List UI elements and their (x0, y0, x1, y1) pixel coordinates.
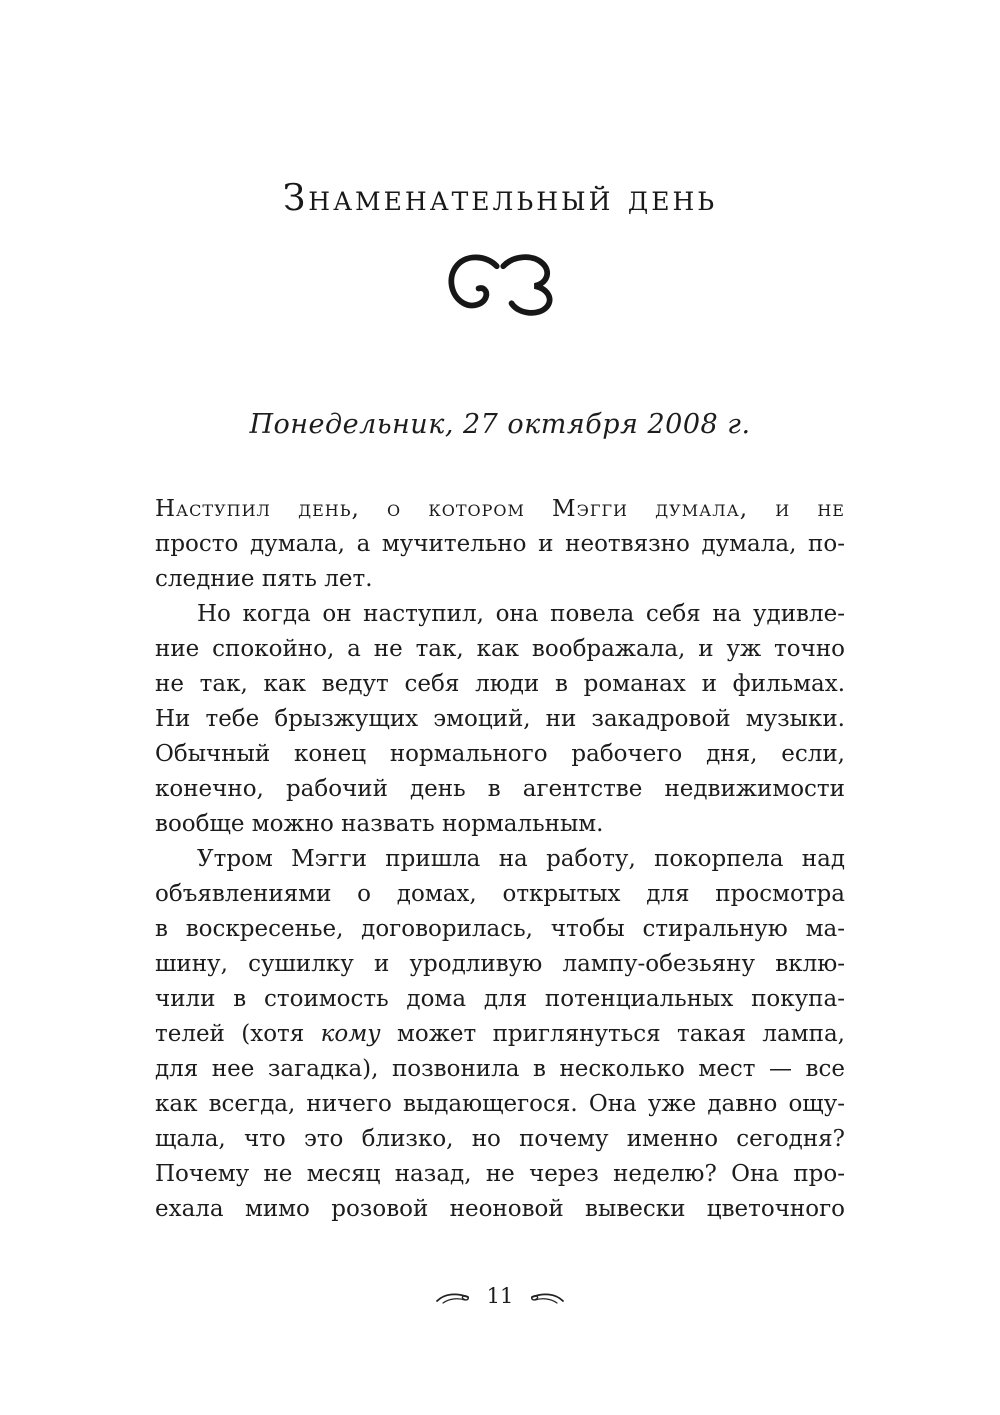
footer-flourish-left-icon (435, 1287, 471, 1306)
paragraph (155, 492, 845, 597)
page-footer (0, 1284, 1000, 1308)
text-line: вообще можно назвать нормальным. (155, 811, 604, 837)
text-line: как всегда, ничего выдающегося. Она уже давно ощу- (155, 1091, 845, 1117)
text-line: Обычный конец нормального рабочего дня, если, (155, 741, 845, 767)
text-line: Наступил день, о котором Мэгги думала, и не (155, 496, 845, 522)
text-line: объявлениями о домах, открытых для просмотра (155, 881, 845, 907)
footer-flourish-right-icon (529, 1287, 565, 1306)
paragraph (155, 842, 845, 1227)
chapter-title: Знаменательный день (282, 178, 718, 219)
text-line: чили в стоимость дома для потенциальных покупа- (155, 986, 845, 1012)
text-block (155, 0, 845, 1227)
paragraph (155, 597, 845, 842)
text-line: Утром Мэгги пришла на работу, покорпела над (197, 846, 845, 872)
text-line: Почему не месяц назад, не через неделю? Она про- (155, 1161, 845, 1187)
dateline: Понедельник, 27 октября 2008 г. (249, 409, 751, 440)
text-line: в воскресенье, договорилась, чтобы стиральную ма- (155, 916, 845, 942)
text-line: не так, как ведут себя люди в романах и фильмах. (155, 671, 845, 697)
chapter-ornament-icon (155, 253, 845, 319)
text-line: Ни тебе брызжущих эмоций, ни закадровой музыки. (155, 706, 845, 732)
text-line: щала, что это близко, но почему именно сегодня? (155, 1126, 845, 1152)
text-line: конечно, рабочий день в агентстве недвижимости (155, 776, 845, 802)
text-line: шину, сушилку и уродливую лампу-обезьяну вклю- (155, 951, 845, 977)
page-number: 11 (486, 1284, 514, 1308)
text-line: Но когда он наступил, она повела себя на удивле- (197, 601, 845, 627)
text-line: ние спокойно, а не так, как воображала, и уж точно (155, 636, 845, 662)
body-text (155, 492, 845, 1227)
text-line: просто думала, а мучительно и неотвязно думала, по- (155, 531, 845, 557)
text-line: ехала мимо розовой неоновой вывески цветочного (155, 1196, 845, 1222)
text-line: телей (хотя кому может приглянуться такая лампа, (155, 1021, 845, 1047)
text-line: следние пять лет. (155, 566, 373, 592)
text-line: для нее загадка), позвонила в несколько мест — все (155, 1056, 845, 1082)
